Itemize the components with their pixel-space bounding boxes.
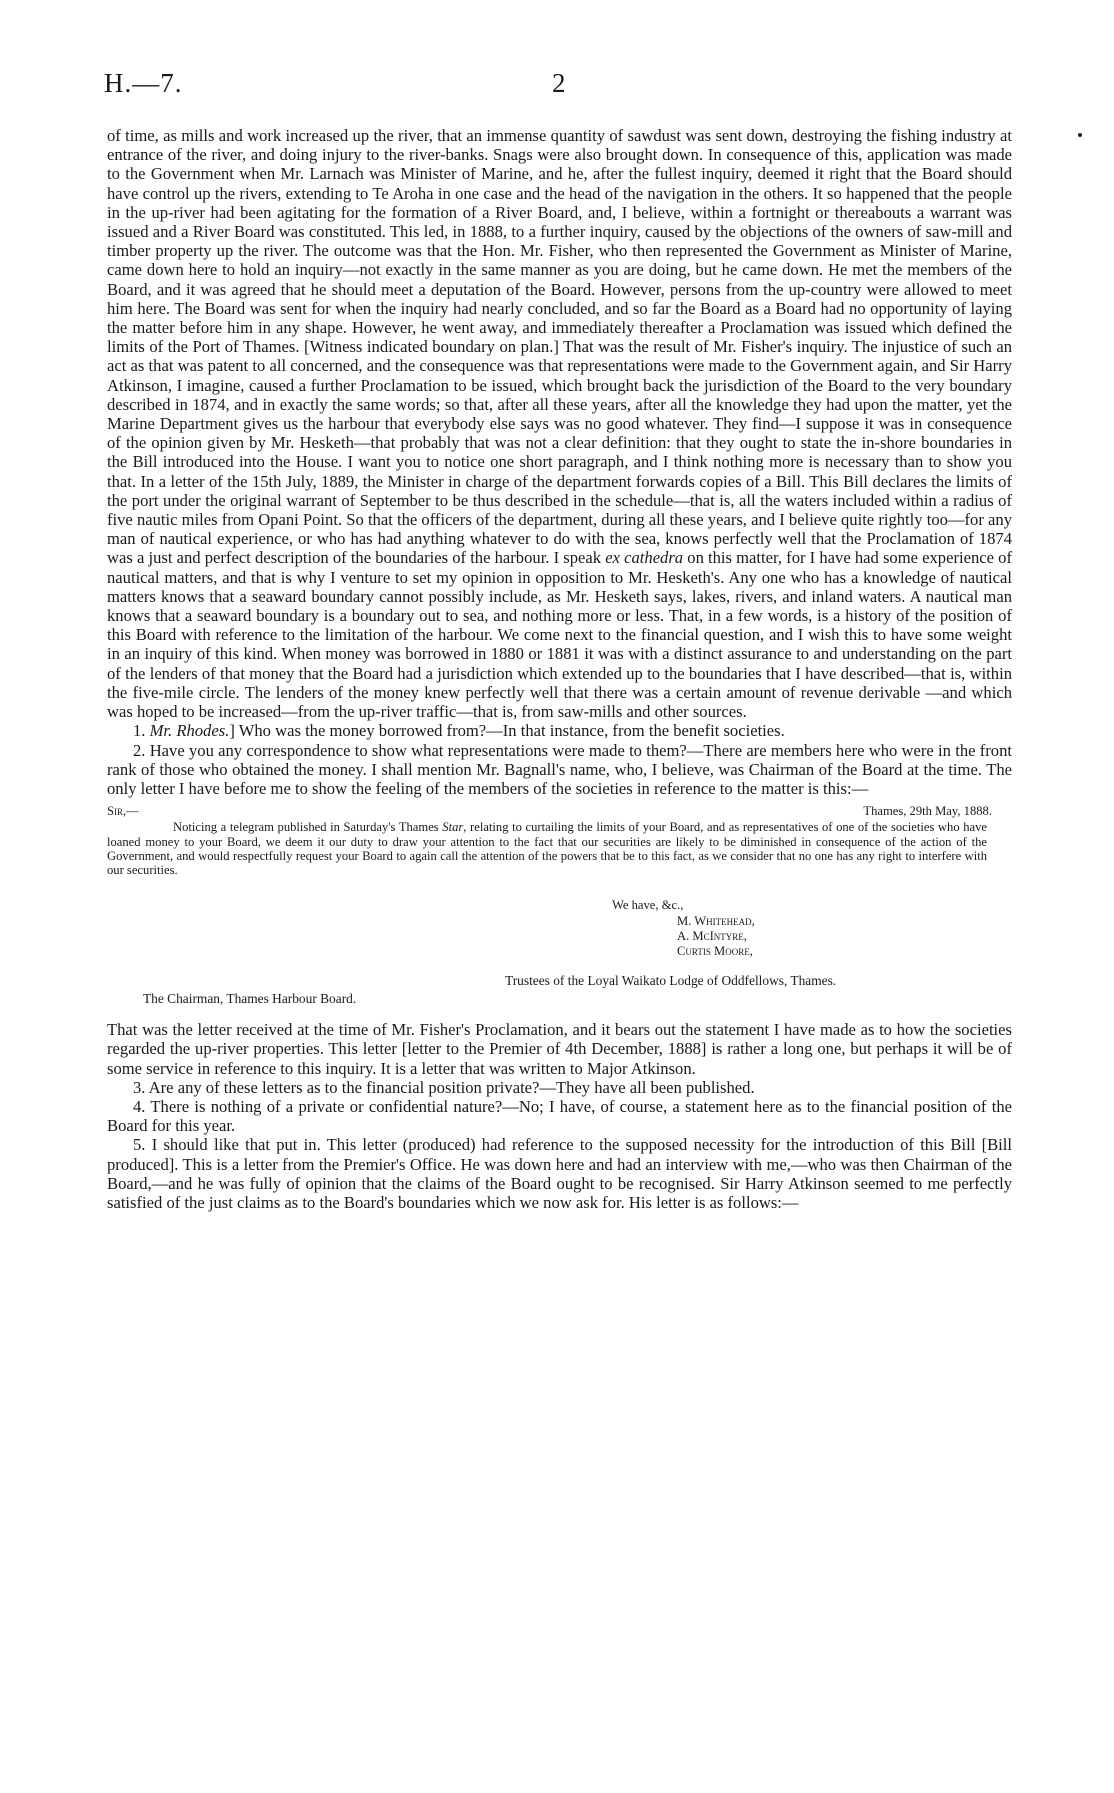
document-code: H.—7.	[104, 68, 183, 98]
paragraph-history: of time, as mills and work increased up the river, that an immense quantity of sawdust was sent down, destroying the fishing industry at entrance of the river, and doing injury to the river-banks. Snags were also brought down. In consequence of this, application was made to the Government when Mr. Larnach was Minister of Marine, and he, after the fullest inquiry, deemed it right that the Board should have control up the rivers, extending to Te Aroha in one case and the head of the navigation in the others. It so happened that the people in the up-river had been agitating for the formation of a River Board, and, I believe, within a fortnight or thereabouts a warrant was issued and a River Board was constituted. This led, in 1888, to a further inquiry, caused by the objections of the owners of saw-mill and timber property up the river. The outcome was that the Hon. Mr. Fisher, who then represented the Government as Minister of Marine, came down here to hold an inquiry—not exactly in the same manner as you are doing, but he came down. He met the members of the Board, and it was agreed that he should meet a deputation of the Board. However, persons from the up-country were allowed to meet him here. The Board was sent for when the inquiry had nearly concluded, and so far the Board as a Board had no opportunity of laying the matter before him in any shape. However, he went away, and immediately thereafter a Proclamation was issued which defined the limits of the Port of Thames. [Witness indicated boundary on plan.] That was the result of Mr. Fisher's inquiry. The injustice of such an act as that was patent to all concerned, and the consequence was that representations were made to the Government again, and Sir Harry Atkinson, I imagine, caused a further Proclamation to be issued, which brought back the jurisdiction of the Board to the very boundary described in 1874, and in exactly the same words; so that, after all these years, after all the knowledge they had upon the matter, yet the Marine Department gives us the harbour that everybody else says was no good whatever. They find—I suppose it was in consequence of the opinion given by Mr. Hesketh—that probably that was not a clear definition: that they ought to state the in-shore boundaries in the Bill introduced into the House. I want you to notice one short paragraph, and I think nothing more is necessary than to show you that. In a letter of the 15th July, 1889, the Minister in charge of the department forwards copies of a Bill. This Bill declares the limits of the port under the original warrant of September to be thus described in the schedule—that is, all the waters included within a radius of five nautic miles from Opani Point. So that the officers of the department, during all these years, and I believe quite rightly too—for any man of nautical experience, or who has had anything whatever to do with the sea, knows perfectly well that the Proclamation of 1874 was a just and perfect description of the boundaries of the harbour. I speak ex cathedra on this matter, for I have had some experience of nautical matters, and that is why I venture to set my opinion in opposition to Mr. Hesketh's. Any one who has a knowledge of nautical matters knows that a seaward boundary cannot possibly include, as Mr. Hesketh says, lakes, rivers, and inland waters. A nautical man knows that a seaward boundary is a boundary out to sea, and nothing more or less. That, in a few words, is a history of the position of this Board with reference to the limitation of the harbour. We come next to the financial question, and I wish this to have some weight in an inquiry of this kind. When money was borrowed in 1880 or 1881 it was with a distinct assurance to and understanding on the part of the lenders of that money that the Board had a jurisdiction which extended up to the boundaries that I have described—that is, within the five-mile circle. The lenders of the money knew perfectly well that there was a certain amount of revenue derivable —and which was hoped to be increased—from the up-river traffic—that is, from saw-mills and other sources.	[107, 126, 1012, 722]
letter-salutation: Sir,—	[107, 804, 139, 819]
question-1: 1. Mr. Rhodes.] Who was the money borrowed from?—In that instance, from the benefit societies.	[133, 721, 785, 741]
document-body	[107, 126, 1012, 1212]
letter-signer: Curtis Moore,	[677, 944, 753, 959]
letter-signer: A. McIntyre,	[677, 929, 747, 944]
newspaper-name: Star	[442, 820, 464, 835]
letter-closing: We have, &c.,	[612, 898, 684, 913]
question-4: 4. There is nothing of a private or confidential nature?—No; I have, of course, a statement here as to the financial position of the Board for this year.	[107, 1096, 1012, 1136]
letter-date: Thames, 29th May, 1888.	[863, 804, 992, 819]
letter-recipient: The Chairman, Thames Harbour Board.	[143, 991, 357, 1007]
question-5: 5. I should like that put in. This letter (produced) had reference to the supposed necessity for the introduction of this Bill [Bill produced]. This is a letter from the Premier's Office. He was down here and had an interview with me,—who was then Chairman of the Board,—and he was fully of opinion that the claims of the Board ought to be recognised. Sir Harry Atkinson seemed to me perfectly satisfied of the just claims as to the Board's boundaries which we now ask for. His letter is as follows:—	[107, 1135, 1012, 1212]
quoted-letter	[107, 804, 1012, 1020]
question-3: 3. Are any of these letters as to the financial position private?—They have all been published.	[133, 1077, 755, 1097]
paragraph-after-letter: That was the letter received at the time of Mr. Fisher's Proclamation, and it bears out the statement I have made as to how the societies regarded the up-river properties. This letter [letter to the Premier of 4th December, 1888] is rather a long one, but perhaps it will be of some service in reference to this inquiry. It is a letter that was written to Major Atkinson.	[107, 1020, 1012, 1078]
margin-dot	[1078, 133, 1082, 137]
question-2: 2. Have you any correspondence to show what representations were made to them?—There are members here who were in the front rank of those who obtained the money. I shall mention Mr. Bagnall's name, who, I believe, was Chairman of the Board at the time. The only letter I have before me to show the feeling of the members of the societies in reference to the matter is this:—	[107, 740, 1012, 798]
latin-phrase: ex cathedra	[605, 548, 684, 568]
letter-text: Noticing a telegram published in Saturday's Thames Star, relating to curtailing the limits of your Board, and as representatives of one of the societies who have loaned money to your Board, we deem it our duty to draw your attention to the fact that our securities are likely to be diminished in consequence of the action of the Government, and would respectfully request your Board to again call the attention of the powers that be to this fact, as we consider that no one has any right to interfere with our securities.	[107, 820, 987, 878]
page-number: 2	[552, 68, 566, 98]
speaker-name: Mr. Rhodes.	[149, 721, 230, 741]
letter-trustees: Trustees of the Loyal Waikato Lodge of Oddfellows, Thames.	[505, 973, 837, 989]
letter-signer: M. Whitehead,	[677, 914, 755, 929]
